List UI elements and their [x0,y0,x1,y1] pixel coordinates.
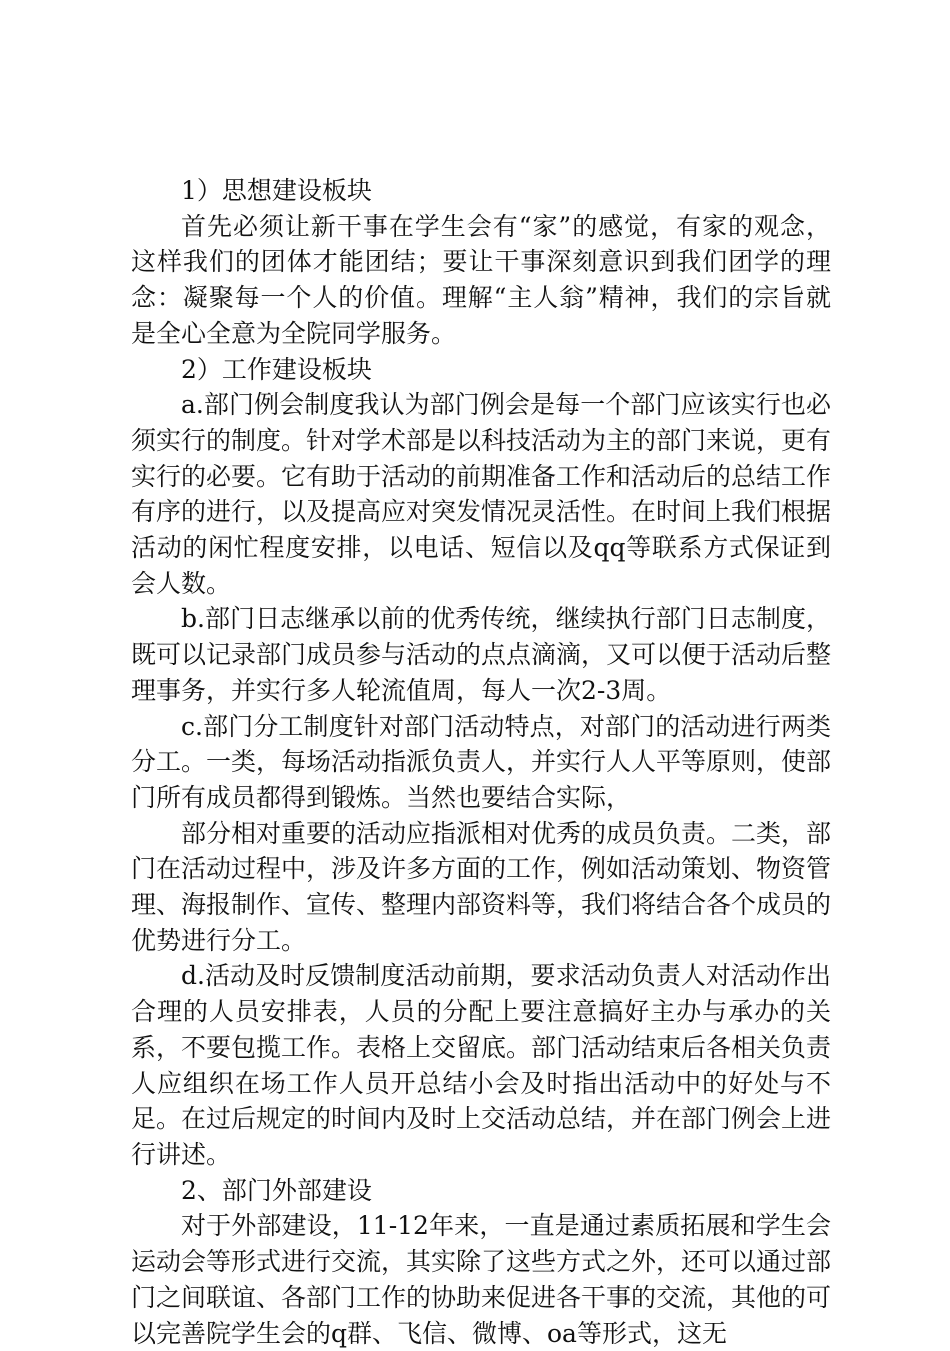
paragraph-division-continued: 部分相对重要的活动应指派相对优秀的成员负责。二类，部门在活动过程中，涉及许多方面的工作，例如活动策划、物资管理、海报制作、宣传、整理内部资料等，我们将结合各个成员的优势进行分工。 [131,818,832,955]
paragraph-ideology: 首先必须让新干事在学生会有“家”的感觉，有家的观念，这样我们的团体才能团结；要让干事深刻意识到我们团学的理念：凝聚每一个人的价值。理解“主人翁”精神，我们的宗旨就是全心全意为全院同学服务。 [131,211,831,348]
paragraph-regular-meeting: a.部门例会制度我认为部门例会是每一个部门应该实行也必须实行的制度。针对学术部是以科技活动为主的部门来说，更有实行的必要。它有助于活动的前期准备工作和活动后的总结工作有序的进行，以及提高应对突发情况灵活性。在时间上我们根据活动的闲忙程度安排，以电话、短信以及qq等联系方式保证到会人数。 [131,390,832,598]
heading-work-section: 2）工作建设板块 [181,354,372,384]
document-body [131,173,831,1351]
heading-ideology-section: 1）思想建设板块 [181,176,372,205]
heading-external-construction: 2、部门外部建设 [181,1175,372,1205]
paragraph-department-log: b.部门日志继承以前的优秀传统，继续执行部门日志制度，既可以记录部门成员参与活动的点点滴滴，又可以便于活动后整理事务，并实行多人轮流值周，每人一次2-3周。 [131,604,832,705]
paragraph-feedback-system: d.活动及时反馈制度活动前期，要求活动负责人对活动作出合理的人员安排表，人员的分配上要注意搞好主办与承办的关系，不要包揽工作。表格上交留底。部门活动结束后各相关负责人应组织在场工作人员开总结小会及时指出活动中的好处与不足。在过后规定的时间内及时上交活动总结，并在部门例会上进行讲述。 [131,961,832,1169]
paragraph-division-of-labor: c.部门分工制度针对部门活动特点，对部门的活动进行两类分工。一类，每场活动指派负责人，并实行人人平等原则，使部门所有成员都得到锻炼。当然也要结合实际， [131,711,832,812]
paragraph-external-construction: 对于外部建设，11-12年来，一直是通过素质拓展和学生会运动会等形式进行交流，其实除了这些方式之外，还可以通过部门之间联谊、各部门工作的协助来促进各干事的交流，其他的可以完善院学生会的q群、飞信、微博、oa等形式，这无 [131,1211,832,1348]
